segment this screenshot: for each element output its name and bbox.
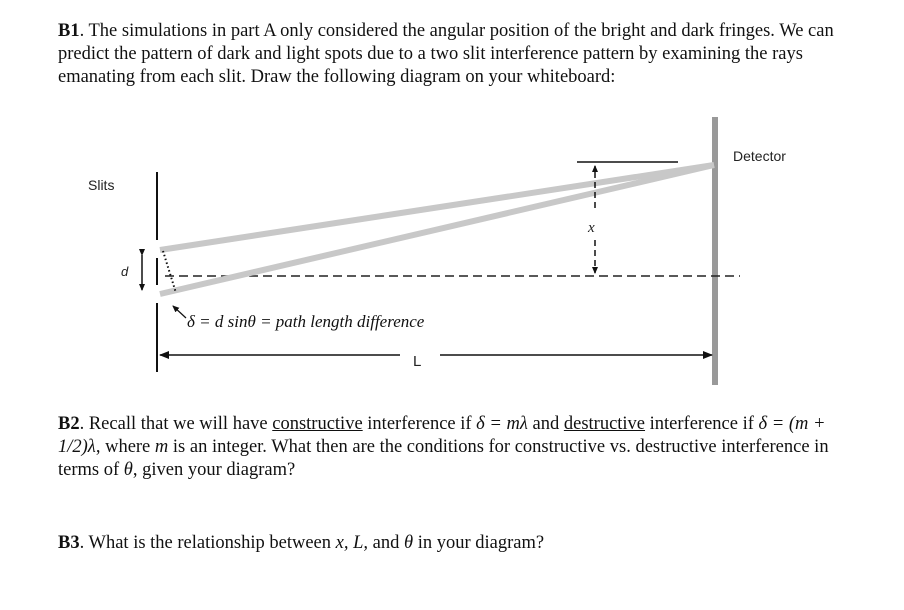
b2-text-7: , given your diagram? [132, 460, 296, 480]
b2-text-5: , where [95, 437, 155, 457]
x-label: x [588, 220, 595, 236]
b2-text-2: interference if [362, 414, 477, 434]
d-label: d [121, 264, 129, 279]
b3-label: B3 [58, 533, 80, 553]
constructive-equation: δ = mλ [476, 414, 528, 434]
b2-text-6: is an integer. What then are the conditions for constructive vs. destructive interference in terms of [58, 437, 829, 480]
b3-theta: θ [403, 533, 414, 553]
ray-bottom [160, 165, 714, 294]
delta-label: δ = d sinθ = path length difference [187, 312, 425, 331]
b1-label: B1 [58, 21, 80, 41]
m-variable: m [154, 437, 169, 457]
path-difference-marker [163, 251, 176, 293]
ray-top [160, 165, 714, 250]
constructive-term: constructive [272, 414, 363, 434]
theta-variable: θ [123, 460, 133, 480]
b2-label: B2 [58, 414, 80, 434]
b1-text: . The simulations in part A only considered the angular position of the bright and dark fringes. We can predict the pattern of dark and light spots due to a two slit interference pattern by examining the rays emanating from each slit. Draw the following diagram on your whiteboard: [58, 21, 834, 87]
l-label: L [413, 353, 422, 370]
b2-text-3: and [527, 414, 564, 434]
delta-pointer [173, 306, 186, 318]
b3-text-2: and [368, 533, 404, 553]
b2-text-4: interference if [645, 414, 759, 434]
destructive-equation: δ = (m + 1/2)λ [58, 414, 826, 457]
destructive-term: destructive [563, 414, 646, 434]
b3-text-1: . What is the relationship between [79, 533, 336, 553]
slits-label: Slits [88, 177, 115, 193]
b3-variables: x, L, [335, 533, 368, 553]
question-b2 [58, 413, 858, 482]
b2-text-1: . Recall that we will have [79, 414, 273, 434]
question-b3 [58, 532, 858, 555]
detector-label: Detector [733, 148, 786, 164]
b3-text-3: in your diagram? [413, 533, 545, 553]
